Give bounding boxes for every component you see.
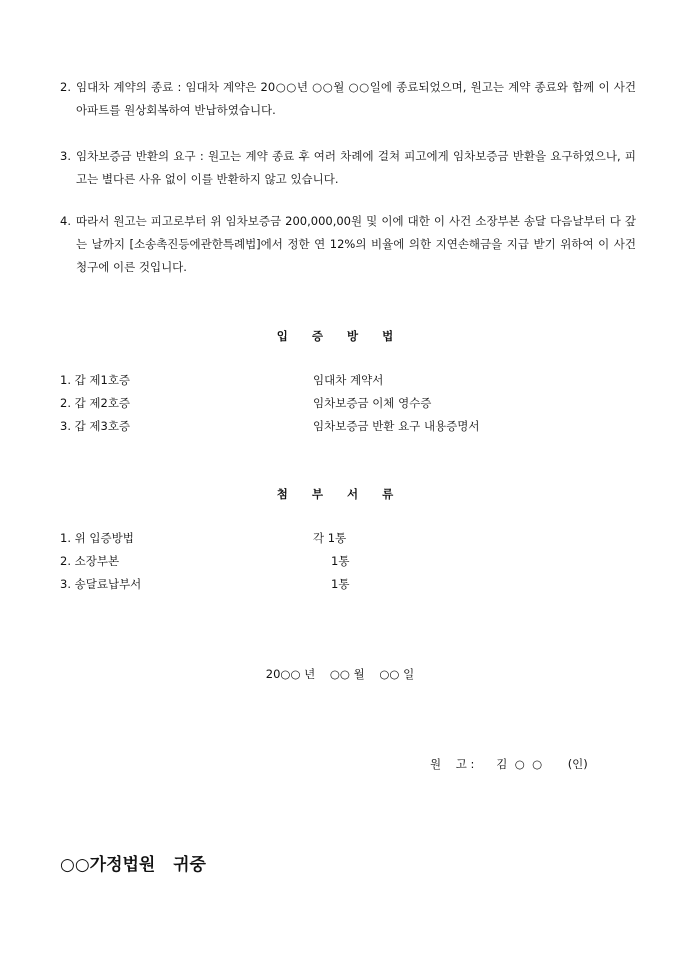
evidence-heading: 입 증 방 법 — [276, 329, 404, 343]
claim-text: 임대차 계약의 종료 : 임대차 계약은 20○○년 ○○월 ○○일에 종료되었으며, 원고는 계약 종료와 함께 이 사건 아파트를 원상회복하여 반납하였습니다. — [76, 80, 636, 117]
claim-item — [60, 76, 636, 122]
evidence-label: 2. 갑 제2호증 — [60, 396, 131, 410]
claim-text: 따라서 원고는 피고로부터 위 임차보증금 200,000,00원 및 이에 대한 이 사건 소장부본 송달 다음날부터 다 갚는 날까지 [소송촉진등에관한특례법]에서 정한 연 12%의 비율에 의한 지연손해금을 지급 받기 위하여 이 사건 청구에 이른 것입니다. — [76, 214, 636, 274]
attachment-count: 1통 — [331, 577, 350, 591]
filing-date: 20○○ 년 ○○ 월 ○○ 일 — [265, 667, 415, 681]
attachments-heading: 첨 부 서 류 — [276, 487, 404, 501]
court-addressee: ○○가정법원 귀중 — [60, 855, 206, 875]
evidence-label: 1. 갑 제1호증 — [60, 373, 131, 387]
claim-number: 2. — [60, 80, 71, 94]
evidence-desc: 임차보증금 이체 영수증 — [313, 396, 432, 410]
attachment-count: 1통 — [331, 554, 350, 568]
claim-item — [60, 210, 636, 279]
evidence-desc: 임대차 계약서 — [313, 373, 384, 387]
evidence-desc: 임차보증금 반환 요구 내용증명서 — [313, 419, 480, 433]
attachment-label: 1. 위 입증방법 — [60, 531, 134, 545]
claim-number: 4. — [60, 214, 71, 228]
claim-text: 임차보증금 반환의 요구 : 원고는 계약 종료 후 여러 차례에 걸쳐 피고에게 임차보증금 반환을 요구하였으나, 피고는 별다른 사유 없이 이를 반환하지 않고 있습니다. — [76, 149, 636, 186]
claim-item — [60, 145, 636, 191]
plaintiff-signature: 원 고 : 김 ○ ○ (인) — [430, 757, 588, 771]
evidence-label: 3. 갑 제3호증 — [60, 419, 131, 433]
attachment-label: 3. 송달료납부서 — [60, 577, 142, 591]
attachment-count: 각 1통 — [313, 531, 347, 545]
attachment-label: 2. 소장부본 — [60, 554, 120, 568]
claim-number: 3. — [60, 149, 71, 163]
